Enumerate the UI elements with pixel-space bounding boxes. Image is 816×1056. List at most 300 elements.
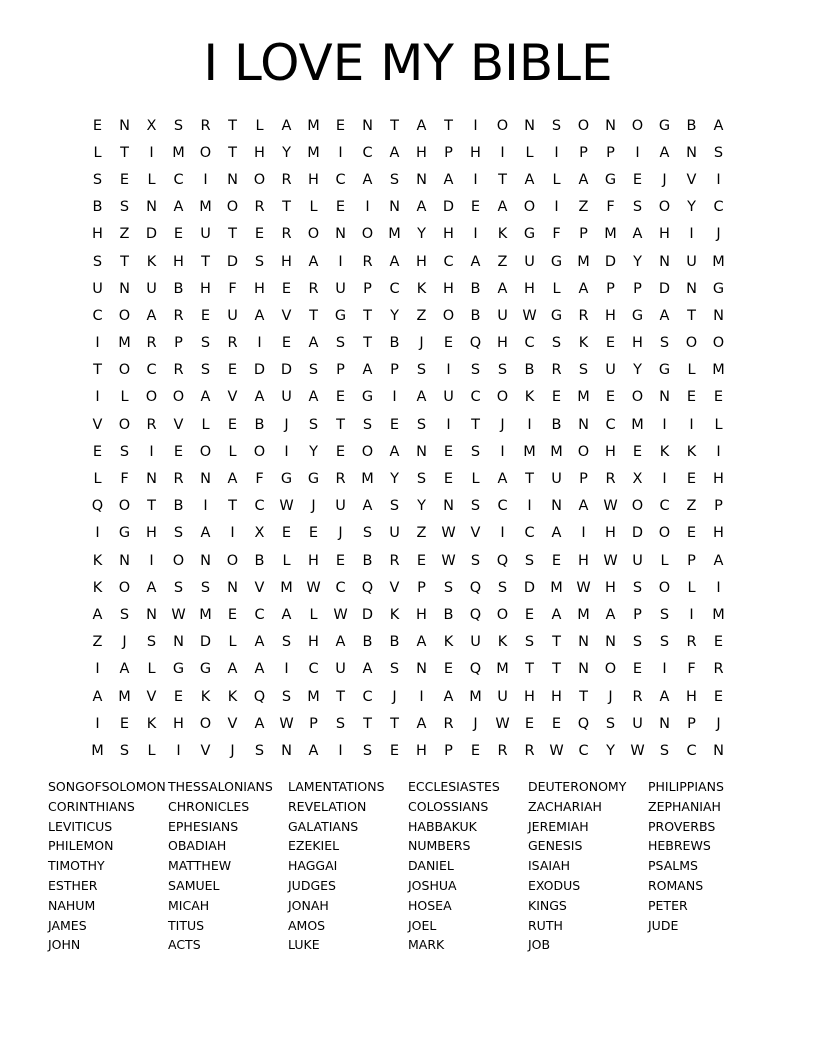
grid-cell[interactable]: M (469, 688, 482, 705)
grid-cell[interactable]: B (551, 416, 562, 433)
grid-cell[interactable]: H (92, 226, 103, 243)
grid-cell[interactable]: N (686, 144, 697, 161)
grid-cell[interactable]: H (551, 688, 562, 705)
grid-cell[interactable]: T (120, 253, 129, 270)
grid-cell[interactable]: P (579, 226, 588, 243)
grid-cell[interactable]: I (95, 525, 100, 542)
grid-cell[interactable]: N (713, 742, 724, 759)
grid-cell[interactable]: E (686, 471, 697, 488)
grid-cell[interactable]: C (173, 171, 184, 188)
grid-cell[interactable]: T (579, 688, 588, 705)
grid-cell[interactable]: I (338, 144, 343, 161)
grid-cell[interactable]: J (230, 742, 235, 759)
grid-cell[interactable]: N (119, 117, 130, 134)
grid-cell[interactable]: M (712, 362, 725, 379)
grid-cell[interactable]: A (443, 171, 454, 188)
grid-cell[interactable]: N (416, 661, 427, 678)
grid-cell[interactable]: N (578, 416, 589, 433)
grid-cell[interactable]: R (200, 117, 211, 134)
grid-cell[interactable]: J (500, 416, 505, 433)
grid-cell[interactable]: O (496, 389, 509, 406)
grid-cell[interactable]: B (362, 552, 373, 569)
grid-cell[interactable]: A (497, 199, 508, 216)
grid-cell[interactable]: E (173, 226, 184, 243)
grid-cell[interactable]: H (605, 525, 616, 542)
grid-cell[interactable]: W (171, 606, 186, 623)
grid-cell[interactable]: N (389, 199, 400, 216)
grid-cell[interactable]: A (146, 579, 157, 596)
grid-cell[interactable]: E (524, 606, 535, 623)
grid-cell[interactable]: E (173, 443, 184, 460)
grid-cell[interactable]: L (525, 144, 534, 161)
grid-cell[interactable]: L (147, 171, 156, 188)
grid-cell[interactable]: A (578, 280, 589, 297)
grid-cell[interactable]: L (660, 552, 669, 569)
grid-cell[interactable]: E (254, 226, 265, 243)
grid-cell[interactable]: I (473, 171, 478, 188)
grid-cell[interactable]: B (686, 117, 697, 134)
grid-cell[interactable]: A (416, 199, 427, 216)
grid-cell[interactable]: A (416, 634, 427, 651)
grid-cell[interactable]: A (92, 688, 103, 705)
grid-cell[interactable]: M (388, 226, 401, 243)
grid-cell[interactable]: J (392, 688, 397, 705)
grid-cell[interactable]: N (713, 307, 724, 324)
grid-cell[interactable]: S (470, 362, 481, 379)
grid-cell[interactable]: P (309, 715, 318, 732)
grid-cell[interactable]: A (416, 117, 427, 134)
grid-cell[interactable]: K (389, 606, 400, 623)
grid-cell[interactable]: M (307, 688, 320, 705)
grid-cell[interactable]: S (173, 525, 184, 542)
grid-cell[interactable]: A (227, 471, 238, 488)
grid-cell[interactable]: P (174, 335, 183, 352)
grid-cell[interactable]: R (497, 742, 508, 759)
grid-cell[interactable]: M (550, 443, 563, 460)
grid-cell[interactable]: I (149, 552, 154, 569)
grid-cell[interactable]: H (443, 226, 454, 243)
grid-cell[interactable]: A (659, 144, 670, 161)
grid-cell[interactable]: I (689, 226, 694, 243)
grid-cell[interactable]: E (632, 171, 643, 188)
grid-cell[interactable]: B (470, 307, 481, 324)
grid-cell[interactable]: S (173, 117, 184, 134)
grid-cell[interactable]: E (281, 335, 292, 352)
grid-cell[interactable]: N (362, 117, 373, 134)
grid-cell[interactable]: G (280, 471, 293, 488)
grid-cell[interactable]: E (632, 661, 643, 678)
grid-cell[interactable]: N (524, 117, 535, 134)
grid-cell[interactable]: P (417, 579, 426, 596)
grid-cell[interactable]: O (361, 443, 374, 460)
grid-cell[interactable]: E (281, 280, 292, 297)
grid-cell[interactable]: Q (469, 606, 482, 623)
grid-cell[interactable]: E (713, 688, 724, 705)
grid-cell[interactable]: L (309, 606, 318, 623)
grid-cell[interactable]: Q (469, 579, 482, 596)
grid-cell[interactable]: L (714, 416, 723, 433)
grid-cell[interactable]: U (686, 253, 697, 270)
grid-cell[interactable]: T (525, 471, 534, 488)
grid-cell[interactable]: U (551, 471, 562, 488)
grid-cell[interactable]: C (254, 498, 265, 515)
grid-cell[interactable]: A (632, 226, 643, 243)
grid-cell[interactable]: M (118, 335, 131, 352)
grid-cell[interactable]: B (92, 199, 103, 216)
grid-cell[interactable]: C (335, 579, 346, 596)
grid-cell[interactable]: I (257, 335, 262, 352)
grid-cell[interactable]: S (308, 416, 319, 433)
grid-cell[interactable]: R (173, 471, 184, 488)
grid-cell[interactable]: A (335, 634, 346, 651)
grid-cell[interactable]: S (659, 634, 670, 651)
grid-cell[interactable]: S (119, 606, 130, 623)
grid-cell[interactable]: E (524, 715, 535, 732)
grid-cell[interactable]: N (146, 471, 157, 488)
grid-cell[interactable]: N (578, 661, 589, 678)
grid-cell[interactable]: S (200, 579, 211, 596)
grid-cell[interactable]: P (579, 144, 588, 161)
grid-cell[interactable]: Y (606, 742, 615, 759)
grid-cell[interactable]: I (689, 416, 694, 433)
grid-cell[interactable]: C (92, 307, 103, 324)
grid-cell[interactable]: C (497, 498, 508, 515)
grid-cell[interactable]: M (199, 606, 212, 623)
grid-cell[interactable]: K (92, 552, 103, 569)
grid-cell[interactable]: A (713, 117, 724, 134)
grid-cell[interactable]: G (199, 661, 212, 678)
grid-cell[interactable]: N (146, 606, 157, 623)
grid-cell[interactable]: C (524, 525, 535, 542)
grid-cell[interactable]: I (176, 742, 181, 759)
grid-cell[interactable]: M (712, 253, 725, 270)
grid-cell[interactable]: B (173, 280, 184, 297)
grid-cell[interactable]: O (118, 362, 131, 379)
grid-cell[interactable]: S (200, 335, 211, 352)
grid-cell[interactable]: E (551, 715, 562, 732)
grid-cell[interactable]: P (687, 552, 696, 569)
grid-cell[interactable]: R (686, 634, 697, 651)
grid-cell[interactable]: O (172, 389, 185, 406)
grid-cell[interactable]: A (659, 307, 670, 324)
grid-cell[interactable]: F (606, 199, 615, 216)
grid-cell[interactable]: S (659, 335, 670, 352)
grid-cell[interactable]: S (362, 742, 373, 759)
grid-cell[interactable]: Y (417, 498, 426, 515)
grid-cell[interactable]: C (362, 144, 373, 161)
grid-cell[interactable]: O (253, 171, 266, 188)
grid-cell[interactable]: P (633, 280, 642, 297)
grid-cell[interactable]: E (713, 389, 724, 406)
grid-cell[interactable]: L (552, 280, 561, 297)
grid-cell[interactable]: H (146, 525, 157, 542)
grid-cell[interactable]: D (631, 525, 644, 542)
grid-cell[interactable]: K (497, 226, 508, 243)
grid-cell[interactable]: B (254, 552, 265, 569)
grid-cell[interactable]: H (281, 253, 292, 270)
grid-cell[interactable]: V (227, 715, 238, 732)
grid-cell[interactable]: M (523, 443, 536, 460)
grid-cell[interactable]: S (119, 443, 130, 460)
grid-cell[interactable]: O (199, 443, 212, 460)
grid-cell[interactable]: I (230, 525, 235, 542)
grid-cell[interactable]: C (443, 253, 454, 270)
grid-cell[interactable]: I (203, 171, 208, 188)
grid-cell[interactable]: S (524, 634, 535, 651)
grid-cell[interactable]: M (604, 226, 617, 243)
grid-cell[interactable]: T (93, 362, 102, 379)
grid-cell[interactable]: S (551, 117, 562, 134)
grid-cell[interactable]: M (118, 688, 131, 705)
grid-cell[interactable]: N (146, 199, 157, 216)
grid-cell[interactable]: E (173, 688, 184, 705)
grid-cell[interactable]: O (442, 307, 455, 324)
grid-cell[interactable]: N (119, 552, 130, 569)
grid-cell[interactable]: S (416, 416, 427, 433)
grid-cell[interactable]: A (713, 552, 724, 569)
grid-cell[interactable]: W (576, 579, 591, 596)
grid-cell[interactable]: S (92, 171, 103, 188)
grid-cell[interactable]: O (145, 389, 158, 406)
grid-cell[interactable]: R (335, 471, 346, 488)
grid-cell[interactable]: I (149, 443, 154, 460)
grid-cell[interactable]: W (603, 552, 618, 569)
grid-cell[interactable]: N (119, 280, 130, 297)
grid-cell[interactable]: F (255, 471, 264, 488)
grid-cell[interactable]: M (280, 579, 293, 596)
grid-cell[interactable]: I (716, 171, 721, 188)
grid-cell[interactable]: B (389, 335, 400, 352)
grid-cell[interactable]: T (228, 226, 237, 243)
grid-cell[interactable]: T (552, 634, 561, 651)
grid-cell[interactable]: S (605, 715, 616, 732)
grid-cell[interactable]: A (497, 280, 508, 297)
grid-cell[interactable]: E (389, 416, 400, 433)
grid-cell[interactable]: P (606, 280, 615, 297)
grid-cell[interactable]: N (173, 634, 184, 651)
grid-cell[interactable]: K (497, 634, 508, 651)
grid-cell[interactable]: O (604, 661, 617, 678)
grid-cell[interactable]: T (471, 416, 480, 433)
grid-cell[interactable]: U (227, 307, 238, 324)
grid-cell[interactable]: W (522, 307, 537, 324)
grid-cell[interactable]: L (687, 362, 696, 379)
grid-cell[interactable]: M (577, 606, 590, 623)
grid-cell[interactable]: I (284, 443, 289, 460)
grid-cell[interactable]: Q (91, 498, 104, 515)
grid-cell[interactable]: A (281, 117, 292, 134)
grid-cell[interactable]: D (280, 362, 293, 379)
grid-cell[interactable]: V (227, 389, 238, 406)
grid-cell[interactable]: M (631, 416, 644, 433)
grid-cell[interactable]: A (524, 171, 535, 188)
grid-cell[interactable]: C (578, 742, 589, 759)
grid-cell[interactable]: O (118, 416, 131, 433)
grid-cell[interactable]: N (686, 280, 697, 297)
grid-cell[interactable]: G (712, 280, 725, 297)
grid-cell[interactable]: E (335, 117, 346, 134)
grid-cell[interactable]: E (92, 117, 103, 134)
grid-cell[interactable]: I (662, 661, 667, 678)
grid-cell[interactable]: Y (633, 362, 642, 379)
grid-cell[interactable]: A (146, 307, 157, 324)
grid-cell[interactable]: M (199, 199, 212, 216)
grid-cell[interactable]: Z (578, 199, 589, 216)
grid-cell[interactable]: G (307, 471, 320, 488)
grid-cell[interactable]: S (578, 362, 589, 379)
grid-cell[interactable]: G (658, 362, 671, 379)
grid-cell[interactable]: P (336, 362, 345, 379)
grid-cell[interactable]: I (95, 389, 100, 406)
grid-cell[interactable]: S (389, 498, 400, 515)
grid-cell[interactable]: V (389, 579, 400, 596)
grid-cell[interactable]: A (362, 171, 373, 188)
grid-cell[interactable]: E (443, 443, 454, 460)
grid-cell[interactable]: K (443, 634, 454, 651)
grid-cell[interactable]: U (335, 498, 346, 515)
grid-cell[interactable]: S (281, 688, 292, 705)
grid-cell[interactable]: S (497, 579, 508, 596)
grid-cell[interactable]: R (254, 199, 265, 216)
grid-cell[interactable]: H (659, 226, 670, 243)
grid-cell[interactable]: H (713, 471, 724, 488)
grid-cell[interactable]: T (525, 661, 534, 678)
grid-cell[interactable]: O (199, 144, 212, 161)
grid-cell[interactable]: J (716, 226, 721, 243)
grid-cell[interactable]: O (712, 335, 725, 352)
grid-cell[interactable]: L (147, 661, 156, 678)
grid-cell[interactable]: K (200, 688, 211, 705)
grid-cell[interactable]: P (714, 498, 723, 515)
grid-cell[interactable]: A (281, 606, 292, 623)
grid-cell[interactable]: I (716, 443, 721, 460)
grid-cell[interactable]: R (146, 335, 157, 352)
grid-cell[interactable]: N (605, 634, 616, 651)
grid-cell[interactable]: Y (633, 253, 642, 270)
grid-cell[interactable]: G (334, 307, 347, 324)
grid-cell[interactable]: E (470, 199, 481, 216)
grid-cell[interactable]: O (577, 117, 590, 134)
grid-cell[interactable]: U (497, 688, 508, 705)
grid-cell[interactable]: K (659, 443, 670, 460)
grid-cell[interactable]: A (254, 661, 265, 678)
grid-cell[interactable]: T (687, 307, 696, 324)
grid-cell[interactable]: S (173, 579, 184, 596)
grid-cell[interactable]: I (446, 416, 451, 433)
grid-cell[interactable]: I (500, 144, 505, 161)
grid-cell[interactable]: J (662, 171, 667, 188)
grid-cell[interactable]: A (389, 144, 400, 161)
grid-cell[interactable]: I (554, 199, 559, 216)
grid-cell[interactable]: V (281, 307, 292, 324)
grid-cell[interactable]: E (551, 389, 562, 406)
grid-cell[interactable]: V (470, 525, 481, 542)
grid-cell[interactable]: N (659, 715, 670, 732)
grid-cell[interactable]: T (228, 117, 237, 134)
grid-cell[interactable]: T (363, 335, 372, 352)
grid-cell[interactable]: R (227, 335, 238, 352)
grid-cell[interactable]: V (254, 579, 265, 596)
grid-cell[interactable]: T (120, 144, 129, 161)
grid-cell[interactable]: A (92, 606, 103, 623)
grid-cell[interactable]: E (389, 742, 400, 759)
grid-cell[interactable]: S (713, 144, 724, 161)
grid-cell[interactable]: A (200, 525, 211, 542)
grid-cell[interactable]: S (254, 742, 265, 759)
grid-cell[interactable]: D (145, 226, 158, 243)
grid-cell[interactable]: S (659, 742, 670, 759)
grid-cell[interactable]: M (91, 742, 104, 759)
grid-cell[interactable]: N (578, 634, 589, 651)
grid-cell[interactable]: E (335, 389, 346, 406)
grid-cell[interactable]: E (605, 389, 616, 406)
grid-cell[interactable]: A (119, 661, 130, 678)
grid-cell[interactable]: S (551, 335, 562, 352)
grid-cell[interactable]: I (500, 443, 505, 460)
grid-cell[interactable]: C (605, 416, 616, 433)
grid-cell[interactable]: Y (309, 443, 318, 460)
grid-cell[interactable]: E (416, 552, 427, 569)
grid-cell[interactable]: Y (282, 144, 291, 161)
grid-cell[interactable]: G (631, 307, 644, 324)
grid-cell[interactable]: J (284, 416, 289, 433)
grid-cell[interactable]: S (335, 335, 346, 352)
grid-cell[interactable]: T (336, 416, 345, 433)
grid-cell[interactable]: O (226, 552, 239, 569)
grid-cell[interactable]: N (443, 498, 454, 515)
grid-cell[interactable]: R (281, 226, 292, 243)
grid-cell[interactable]: T (498, 171, 507, 188)
grid-cell[interactable]: E (119, 171, 130, 188)
grid-cell[interactable]: C (308, 661, 319, 678)
grid-cell[interactable]: A (497, 471, 508, 488)
grid-cell[interactable]: K (146, 253, 157, 270)
grid-cell[interactable]: L (309, 199, 318, 216)
grid-cell[interactable]: W (279, 715, 294, 732)
grid-cell[interactable]: M (361, 471, 374, 488)
grid-cell[interactable]: S (119, 742, 130, 759)
grid-cell[interactable]: O (658, 525, 671, 542)
grid-cell[interactable]: S (308, 362, 319, 379)
grid-cell[interactable]: O (253, 443, 266, 460)
grid-cell[interactable]: I (581, 525, 586, 542)
grid-cell[interactable]: Z (119, 226, 130, 243)
grid-cell[interactable]: O (631, 389, 644, 406)
grid-cell[interactable]: S (659, 606, 670, 623)
grid-cell[interactable]: I (554, 144, 559, 161)
grid-cell[interactable]: E (227, 362, 238, 379)
grid-cell[interactable]: A (416, 715, 427, 732)
grid-cell[interactable]: T (363, 715, 372, 732)
grid-cell[interactable]: S (362, 525, 373, 542)
grid-cell[interactable]: N (605, 117, 616, 134)
grid-cell[interactable]: S (470, 498, 481, 515)
grid-cell[interactable]: R (632, 688, 643, 705)
grid-cell[interactable]: K (146, 715, 157, 732)
grid-cell[interactable]: E (713, 634, 724, 651)
grid-cell[interactable]: K (578, 335, 589, 352)
grid-cell[interactable]: M (577, 253, 590, 270)
grid-cell[interactable]: H (308, 171, 319, 188)
grid-cell[interactable]: A (659, 688, 670, 705)
grid-cell[interactable]: S (632, 199, 643, 216)
grid-cell[interactable]: E (281, 525, 292, 542)
grid-cell[interactable]: B (254, 416, 265, 433)
grid-cell[interactable]: H (416, 144, 427, 161)
grid-cell[interactable]: A (308, 335, 319, 352)
grid-cell[interactable]: I (338, 253, 343, 270)
grid-cell[interactable]: A (173, 199, 184, 216)
